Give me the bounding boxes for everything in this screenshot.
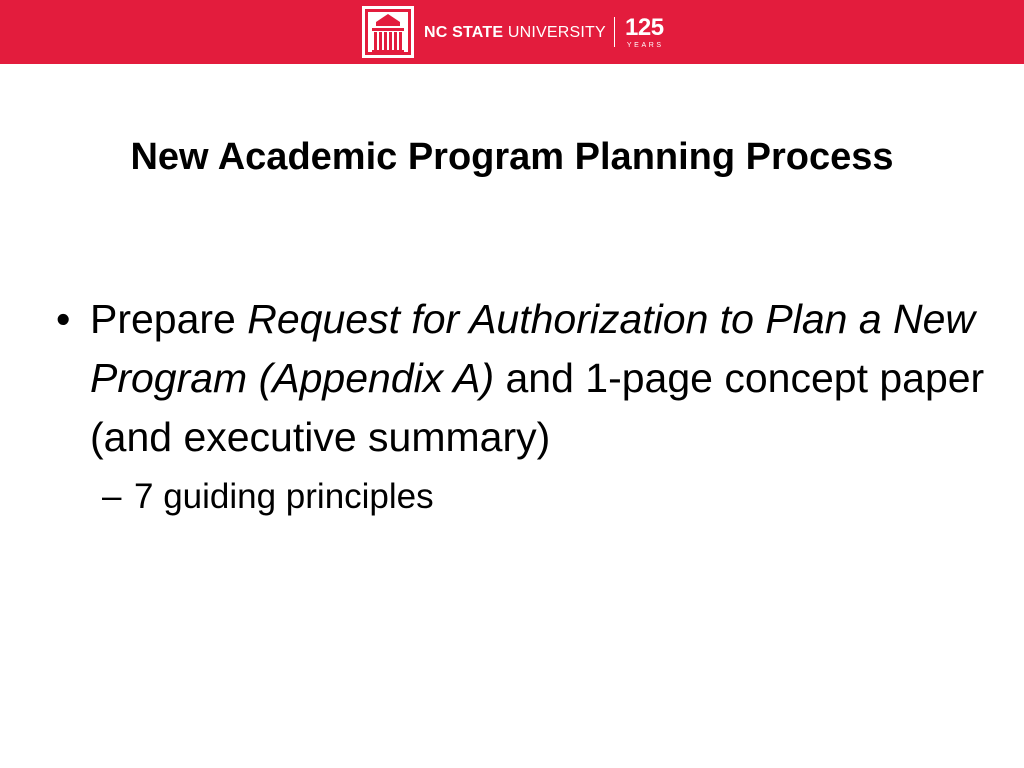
logo-wordmark-bold: NC STATE	[424, 24, 504, 41]
logo-wordmark	[424, 25, 606, 41]
bullet-marker: •	[56, 296, 71, 342]
bullet-text-after: and 1-page concept paper (and executive summary)	[90, 355, 985, 460]
anniversary-number: 125	[625, 13, 664, 41]
sub-bullet-item	[102, 475, 986, 519]
header-banner	[0, 0, 1024, 64]
belltower-icon	[362, 6, 414, 58]
bullet-text-italic: Request for Authorization to Plan a New Program (Appendix A)	[90, 296, 976, 401]
anniversary-label: YEARS	[626, 41, 664, 49]
bullet-item	[56, 290, 986, 467]
sub-bullet-marker: –	[102, 477, 122, 516]
slide-title: New Academic Program Planning Process	[130, 136, 894, 178]
nc-state-logo	[362, 5, 664, 59]
anniversary-mark	[625, 13, 664, 49]
logo-divider	[614, 17, 615, 47]
sub-bullet-text: 7 guiding principles	[134, 477, 434, 516]
slide-content	[56, 290, 986, 519]
bullet-text-before: Prepare	[90, 296, 248, 342]
logo-wordmark-regular: UNIVERSITY	[507, 24, 606, 41]
